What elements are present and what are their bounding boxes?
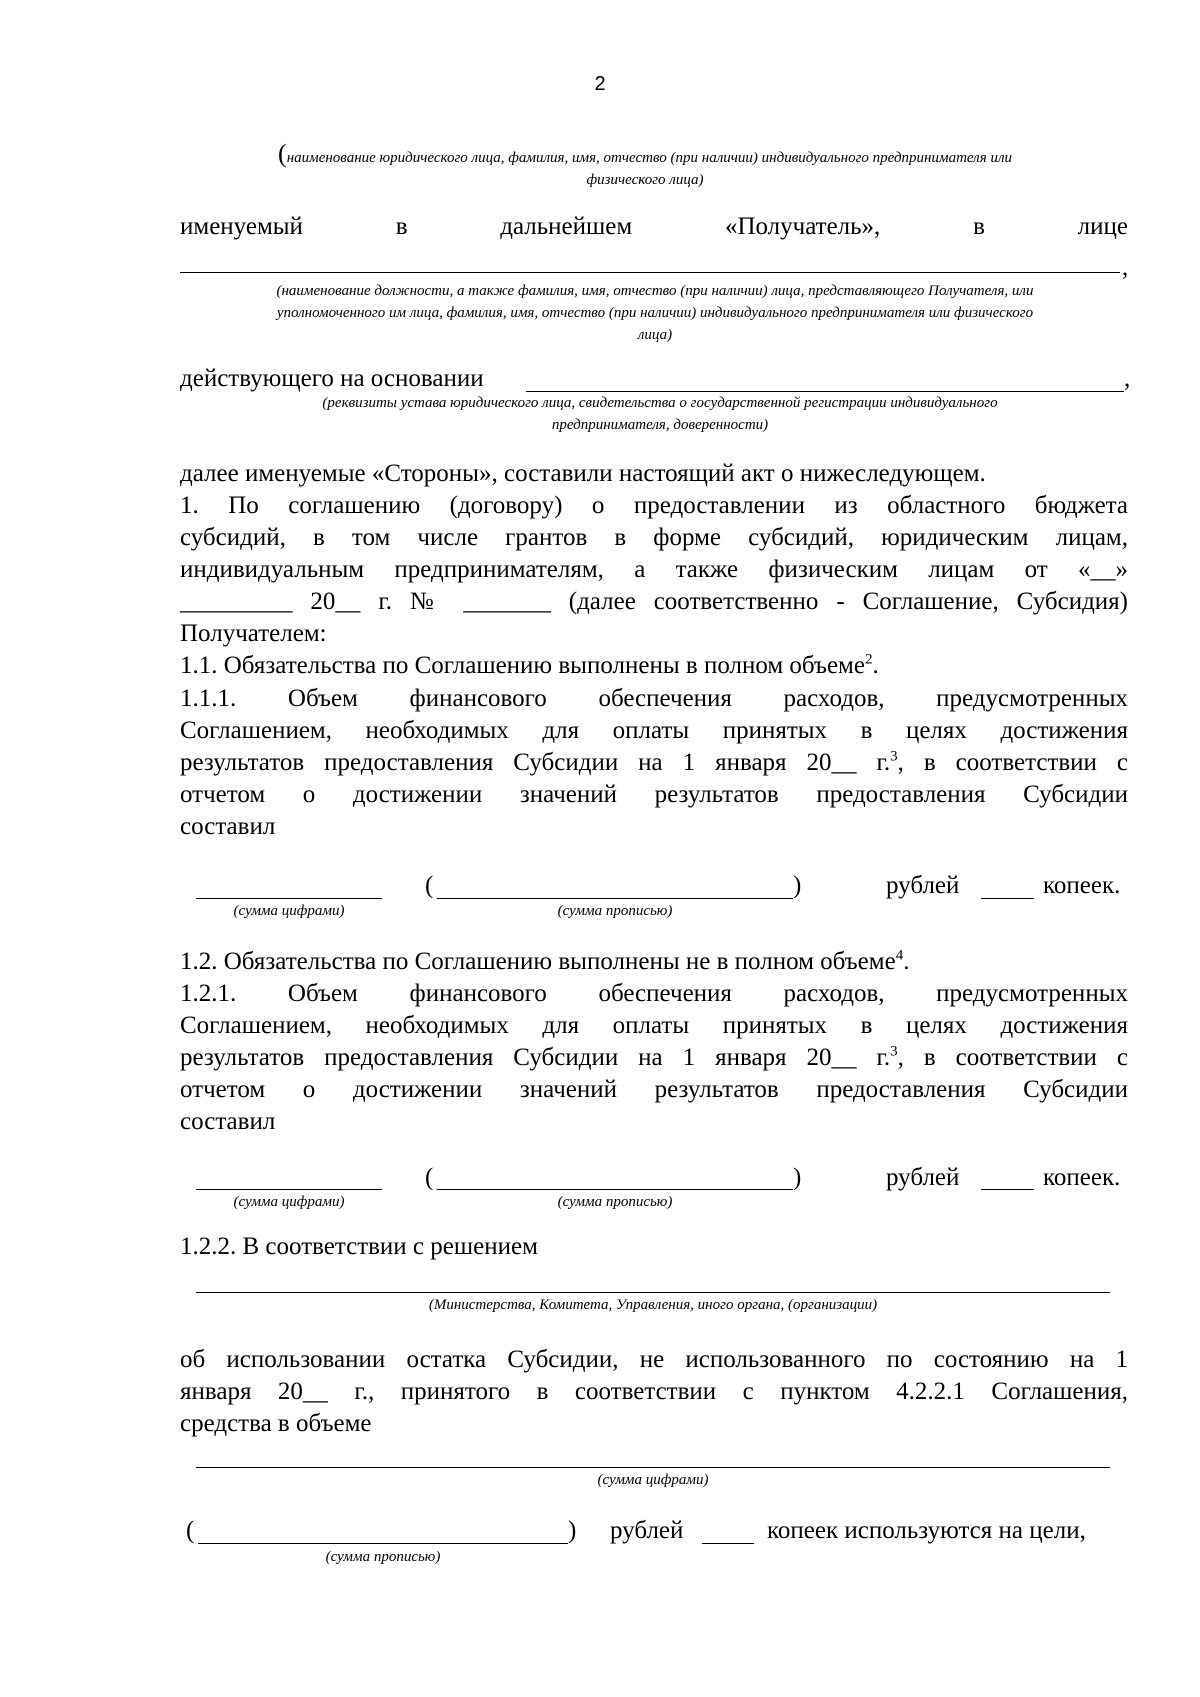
header-note-line1: наименование юридического лица, фамилия, имя, отчество (при наличии) индивидуального предпринимателя или: [286, 150, 1012, 166]
representative-comma: ,: [1122, 254, 1129, 281]
named-word-4: «Получатель»,: [724, 213, 881, 240]
clause-1-1: [180, 650, 879, 682]
footnote-4: 4: [895, 947, 904, 964]
decision-org-note: (Министерства, Комитета, Управления, иного органа, (организации): [428, 1297, 878, 1313]
clause-1-2-1: [180, 978, 1128, 1138]
paragraph-1-line2: субсидий, в том числе грантов в форме субсидий, юридическим лицам,: [180, 524, 1128, 551]
acting-basis-label: действующего на основании: [180, 365, 484, 392]
paragraph-1-line1: 1. По соглашению (договору) о предоставлении из областного бюджета: [180, 492, 1128, 519]
clause-1-1-1-line1: 1.1.1. Объем финансового обеспечения расходов, предусмотренных: [180, 685, 1128, 712]
amount-1-open-paren: (: [425, 872, 434, 899]
basis-note: [200, 392, 1120, 436]
final-open-paren: (: [186, 1517, 195, 1544]
amount-1-figures-line: [196, 898, 382, 899]
clause-1-1-end: .: [872, 652, 879, 679]
amount-1-words-note: (сумма прописью): [557, 903, 673, 919]
page-number: 2: [594, 73, 606, 95]
clause-1-1-1-line5: составил: [180, 813, 276, 840]
clause-1-1-1-line3: [180, 747, 1128, 779]
header-note-line2: физического лица): [586, 172, 704, 188]
clause-1-2-end: .: [903, 948, 910, 975]
clause-1-2-1-line1: 1.2.1. Объем финансового обеспечения расходов, предусмотренных: [180, 980, 1128, 1007]
clause-1-2-1-line3b: , в соответствии с: [897, 1044, 1128, 1071]
representative-note-line2: уполномоченного им лица, фамилия, имя, отчество (при наличии) индивидуального предпринимателя или физического: [276, 305, 1034, 321]
named-row: [180, 211, 1128, 243]
named-word-2: в: [395, 213, 408, 240]
final-rubles: рублей: [610, 1517, 684, 1544]
amount-2-words-note: (сумма прописью): [557, 1194, 673, 1210]
representative-fill-line: [180, 272, 1120, 273]
amount-2-kopecks: копеек.: [1043, 1164, 1121, 1191]
amount-1-kopecks-line: [981, 898, 1034, 899]
basis-note-line2: предпринимателя, доверенности): [551, 417, 769, 433]
representative-note-line3: лица): [637, 327, 673, 343]
clause-1-2-text: 1.2. Обязательства по Соглашению выполнены не в полном объеме: [180, 948, 896, 975]
clause-1-1-text: 1.1. Обязательства по Соглашению выполнены в полном объеме: [180, 652, 865, 679]
clause-1-1-1: [180, 683, 1128, 843]
amount-2-kopecks-line: [981, 1189, 1034, 1190]
header-note: [180, 139, 1110, 191]
remainder-line1: об использовании остатка Субсидии, не использованного по состоянию на 1: [180, 1346, 1128, 1373]
representative-note-line1: (наименование должности, а также фамилия, имя, отчество (при наличии) лица, представляющего Получателя, или: [276, 283, 1034, 299]
footnote-3: 3: [890, 748, 898, 765]
amount-2-open-paren: (: [425, 1164, 434, 1191]
decision-org-line: [196, 1292, 1110, 1293]
acting-basis-comma: ,: [1124, 365, 1131, 392]
clause-1-1-1-line3a: результатов предоставления Субсидии на 1 января 20__ г.: [180, 749, 891, 776]
paragraph-1-line4: _________ 20__ г. № _______ (далее соответственно - Соглашение, Субсидия): [180, 588, 1128, 615]
named-word-6: лице: [1077, 213, 1128, 240]
parties-line: далее именуемые «Стороны», составили настоящий акт о нижеследующем.: [180, 460, 986, 487]
remainder-line2: января 20__ г., принятого в соответствии с пунктом 4.2.2.1 Соглашения,: [180, 1378, 1128, 1405]
amount-2-words-line: [437, 1189, 793, 1190]
clause-1-2-1-line5: составил: [180, 1108, 276, 1135]
amount-1-kopecks: копеек.: [1043, 872, 1121, 899]
amount-2-close-paren: ): [793, 1164, 802, 1191]
final-words-note: (сумма прописью): [325, 1549, 441, 1565]
clause-1-1-1-line2: Соглашением, необходимых для оплаты принятых в целях достижения: [180, 717, 1128, 744]
amount-1-words-line: [437, 898, 793, 899]
amount-1-figures-note: (сумма цифрами): [233, 903, 345, 919]
final-tail: копеек используются на цели,: [767, 1517, 1086, 1544]
clause-1-2-1-line3: [180, 1042, 1128, 1074]
paragraph-1-line3: индивидуальным предпринимателям, а также физическим лицам от «__»: [180, 556, 1128, 583]
footnote-3b: 3: [890, 1043, 898, 1060]
final-close-paren: ): [568, 1517, 577, 1544]
amount-2-figures-note: (сумма цифрами): [233, 1194, 345, 1210]
named-word-3: дальнейшем: [500, 213, 633, 240]
remainder-paragraph: [180, 1344, 1128, 1440]
final-words-line: [198, 1543, 568, 1544]
basis-note-line1: (реквизиты устава юридического лица, свидетельства о государственной регистрации индивидуального: [322, 395, 998, 411]
amount-2-figures-line: [196, 1189, 382, 1190]
footnote-2: 2: [864, 651, 873, 668]
representative-note: [180, 280, 1130, 346]
clause-1-2: [180, 946, 909, 978]
clause-1-2-1-line4: отчетом о достижении значений результатов предоставления Субсидии: [180, 1076, 1128, 1103]
clause-1-2-1-line3a: результатов предоставления Субсидии на 1 января 20__ г.: [180, 1044, 891, 1071]
final-kopecks-line: [702, 1543, 754, 1544]
amount-1-close-paren: ): [793, 872, 802, 899]
clause-1-1-1-line3b: , в соответствии с: [897, 749, 1128, 776]
paragraph-1: [180, 490, 1128, 650]
named-word-1: именуемый: [180, 213, 303, 240]
clause-1-1-1-line4: отчетом о достижении значений результатов предоставления Субсидии: [180, 781, 1128, 808]
remainder-line3: средства в объеме: [180, 1410, 372, 1437]
clause-1-2-2: 1.2.2. В соответствии с решением: [180, 1233, 538, 1260]
paragraph-1-line5: Получателем:: [180, 620, 327, 647]
named-word-5: в: [973, 213, 985, 240]
remainder-figures-note: (сумма цифрами): [597, 1472, 709, 1488]
header-note-paren: (: [278, 139, 287, 168]
amount-2-rubles: рублей: [886, 1164, 960, 1191]
clause-1-2-1-line2: Соглашением, необходимых для оплаты принятых в целях достижения: [180, 1012, 1128, 1039]
amount-1-rubles: рублей: [886, 872, 960, 899]
remainder-figures-line: [196, 1467, 1110, 1468]
